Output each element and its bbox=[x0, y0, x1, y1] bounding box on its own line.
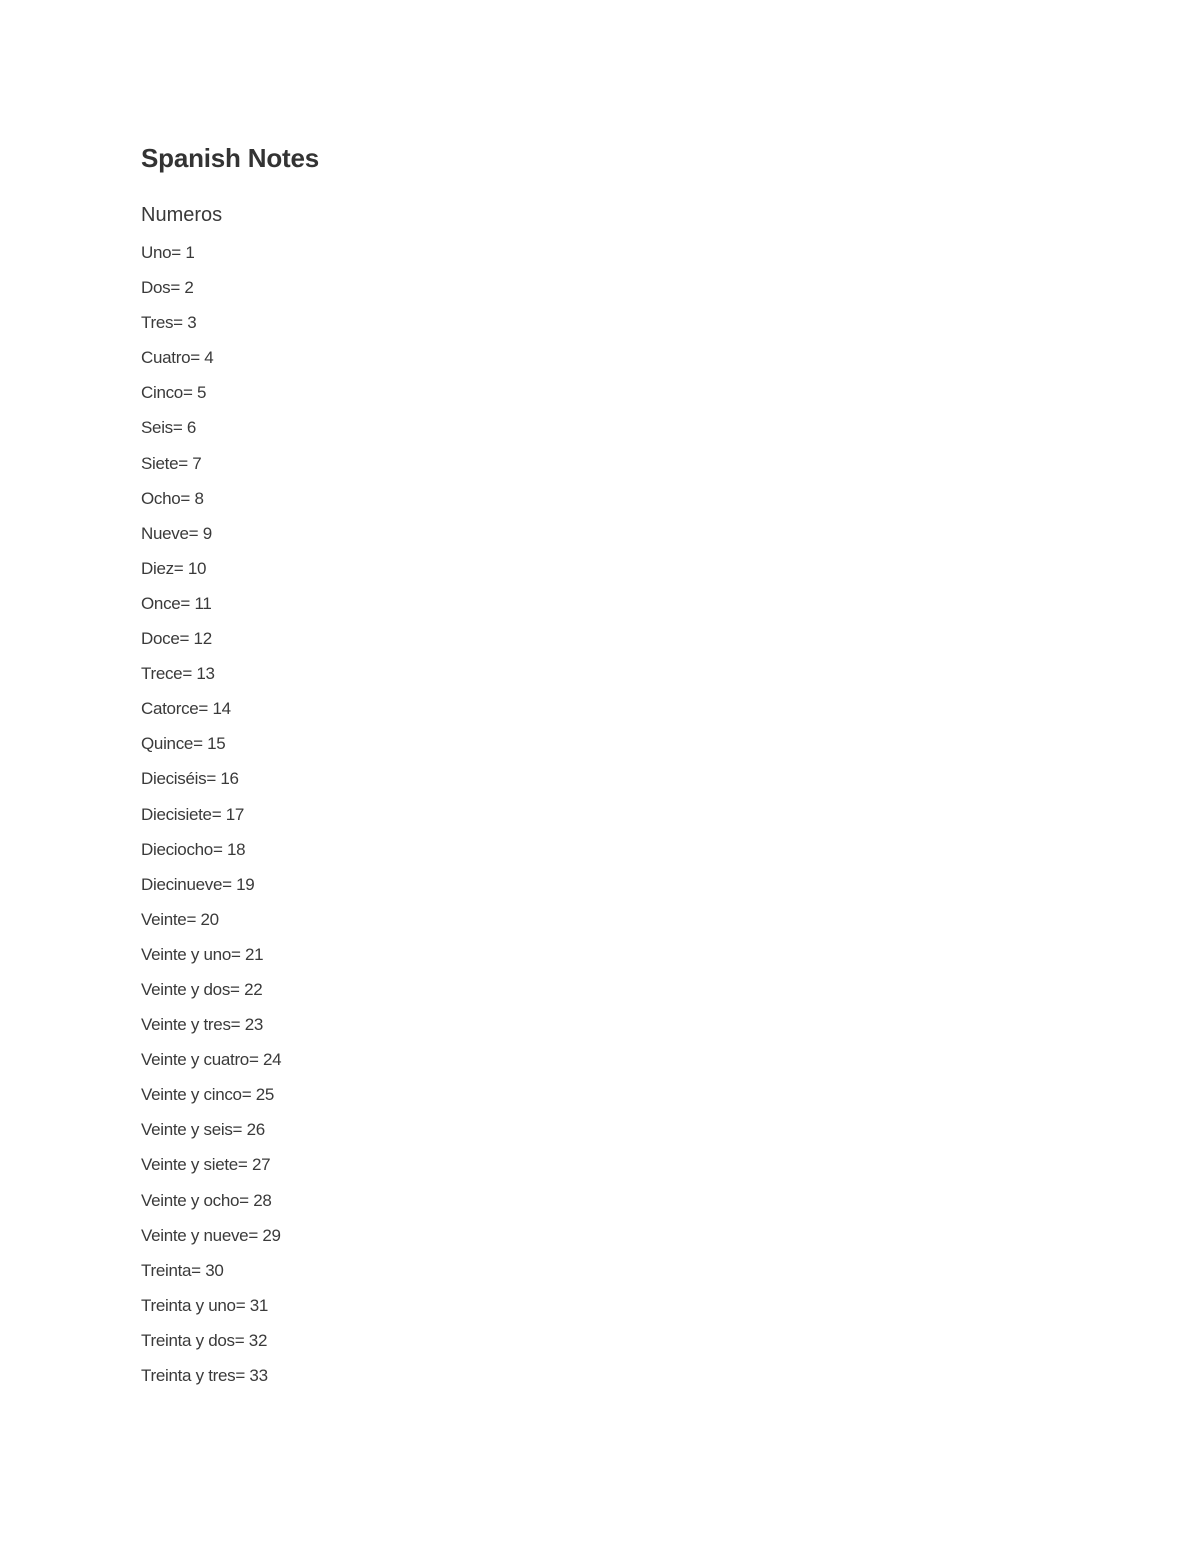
list-item: Cuatro= 4 bbox=[141, 348, 214, 368]
list-item: Diecisiete= 17 bbox=[141, 804, 245, 824]
list-item: Diez= 10 bbox=[141, 558, 207, 578]
list-item: Siete= 7 bbox=[141, 453, 202, 473]
list-item: Cinco= 5 bbox=[141, 383, 207, 403]
list-item: Ocho= 8 bbox=[141, 488, 204, 508]
list-item: Veinte y nueve= 29 bbox=[141, 1225, 281, 1245]
list-item: Veinte y dos= 22 bbox=[141, 979, 263, 999]
list-item: Once= 11 bbox=[141, 593, 212, 613]
page-title: Spanish Notes bbox=[141, 143, 319, 173]
document-body bbox=[141, 138, 1041, 1393]
list-item: Treinta y tres= 33 bbox=[141, 1366, 268, 1385]
list-item: Dieciocho= 18 bbox=[141, 839, 246, 859]
list-item: Veinte y uno= 21 bbox=[141, 944, 264, 964]
list-item: Quince= 15 bbox=[141, 734, 226, 754]
list-item: Treinta= 30 bbox=[141, 1260, 224, 1280]
list-item: Trece= 13 bbox=[141, 664, 215, 684]
list-item: Doce= 12 bbox=[141, 629, 212, 649]
section-heading: Numeros bbox=[141, 204, 223, 226]
list-item: Treinta y uno= 31 bbox=[141, 1295, 269, 1315]
list-item: Uno= 1 bbox=[141, 243, 195, 262]
list-item: Dieciséis= 16 bbox=[141, 769, 239, 789]
list-item: Seis= 6 bbox=[141, 418, 197, 438]
list-item: Catorce= 14 bbox=[141, 699, 231, 719]
list-item: Dos= 2 bbox=[141, 278, 194, 298]
list-item: Treinta y dos= 32 bbox=[141, 1330, 268, 1350]
list-item: Veinte y tres= 23 bbox=[141, 1015, 264, 1035]
list-item: Veinte= 20 bbox=[141, 909, 219, 929]
list-item: Tres= 3 bbox=[141, 313, 197, 333]
list-item: Veinte y siete= 27 bbox=[141, 1155, 271, 1175]
list-item: Nueve= 9 bbox=[141, 523, 212, 543]
list-item: Veinte y ocho= 28 bbox=[141, 1190, 272, 1210]
list-item: Diecinueve= 19 bbox=[141, 874, 255, 894]
list-item: Veinte y cinco= 25 bbox=[141, 1085, 275, 1105]
list-item: Veinte y cuatro= 24 bbox=[141, 1050, 282, 1070]
number-list bbox=[141, 235, 1041, 1393]
list-item: Veinte y seis= 26 bbox=[141, 1120, 265, 1140]
